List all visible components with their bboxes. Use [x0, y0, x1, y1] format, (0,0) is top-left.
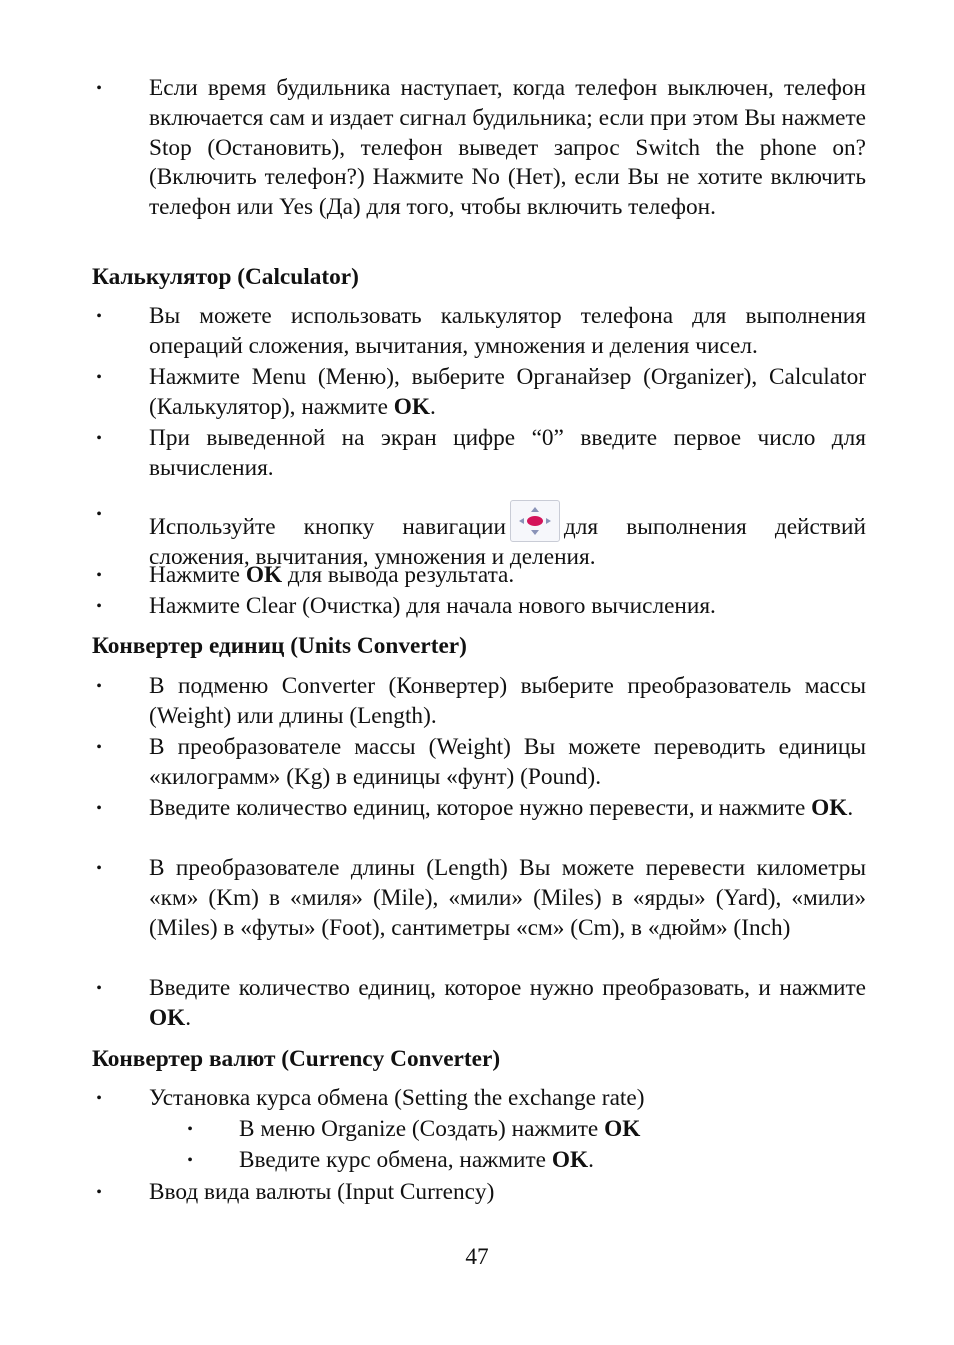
list-item-currency-2: [92, 1178, 866, 1208]
list-item-units-1: [92, 672, 866, 732]
text-segment: для вывода результата.: [282, 562, 515, 588]
list-item-units-5: [92, 974, 866, 1034]
list-item-text: [239, 1115, 866, 1145]
text-segment: для выполнения действий сложения, вычитания, умножения и деления.: [149, 514, 866, 570]
list-item-currency-1: [92, 1084, 866, 1114]
list-item-calculator-5: [92, 561, 866, 591]
bullet: •: [187, 1121, 193, 1138]
bullet: •: [96, 980, 102, 997]
list-item-calculator-2: [92, 363, 866, 423]
list-item-text: При выведенной на экран цифре “0” введите первое число для вычисления.: [149, 425, 866, 481]
bullet: •: [96, 598, 102, 615]
bullet: •: [96, 308, 102, 325]
list-item-text: [149, 794, 866, 824]
list-item-text: В преобразователе массы (Weight) Вы можете переводить единицы «килограмм» (Kg) в единицы «фунт) (Pound).: [149, 734, 866, 790]
text-segment: .: [430, 393, 436, 420]
list-item-units-3: [92, 794, 866, 824]
list-item-text: [149, 363, 866, 423]
bullet: •: [96, 800, 102, 817]
text-segment: Введите количество единиц, которое нужно преобразовать, и нажмите: [149, 975, 866, 1001]
ok-label: OK: [811, 795, 848, 821]
text-segment: .: [185, 1004, 192, 1031]
list-item-alarm: [92, 74, 866, 223]
list-item-text: Нажмите Clear (Очистка) для начала нового вычисления.: [149, 593, 716, 619]
text-segment: Введите количество единиц, которое нужно перевести, и нажмите: [149, 795, 812, 821]
bullet: •: [187, 1152, 193, 1169]
text-segment: Нажмите Menu (Меню), выберите Органайзер (Organizer), Calculator (Калькулятор), нажмите: [149, 364, 866, 420]
list-item-text: Ввод вида валюты (Input Currency): [149, 1179, 495, 1205]
ok-label: OK: [149, 1004, 186, 1031]
list-item-text: Если время будильника наступает, когда телефон выключен, телефон включается сам и издает сигнал будильника; если при этом Вы нажмете Stop (Остановить), телефон выведет запрос Switch the phone on? (Включить телефон?) Нажмите No (Нет), если Вы не хотите включить телефон или Yes (Да) для того, чтобы включить телефон.: [149, 75, 866, 221]
bullet: •: [96, 678, 102, 695]
bullet: •: [96, 567, 102, 584]
list-item-text: [149, 561, 866, 591]
bullet: •: [96, 739, 102, 756]
text-segment: Введите курс обмена, нажмите: [239, 1147, 552, 1173]
text-segment: В меню Organize (Создать) нажмите: [239, 1116, 605, 1142]
list-item-text: В преобразователе длины (Length) Вы можете перевести километры «км» (Km) в «миля» (Mile), «мили» (Miles) в «ярды» (Yard), «мили» (Miles) в «футы» (Foot), сантиметры «см» (Cm), в «дюйм» (Inch): [149, 855, 866, 941]
bullet: •: [96, 80, 102, 97]
section-heading-calculator: Калькулятор (Calculator): [92, 264, 359, 290]
ok-label: OK: [604, 1116, 641, 1142]
list-item-units-2: [92, 733, 866, 793]
bullet: •: [96, 430, 102, 447]
bullet: •: [96, 506, 102, 523]
section-heading-currency-converter: Конвертер валют (Currency Converter): [92, 1046, 501, 1072]
list-item-calculator-3: [92, 424, 866, 484]
sub-list-item-currency-1: [183, 1115, 866, 1145]
ok-label: OK: [245, 562, 283, 588]
text-segment: .: [588, 1147, 594, 1173]
page-number: 47: [465, 1244, 489, 1270]
text-segment: Нажмите: [149, 562, 246, 588]
bullet: •: [96, 860, 102, 877]
list-item-text: Установка курса обмена (Setting the exchange rate): [149, 1085, 645, 1111]
list-item-text: [239, 1146, 866, 1176]
ok-label: OK: [551, 1147, 589, 1173]
bullet: •: [96, 1184, 102, 1201]
list-item-units-4: [92, 854, 866, 943]
bullet: •: [96, 369, 102, 386]
list-item-calculator-6: [92, 592, 866, 622]
section-heading-units-converter: Конвертер единиц (Units Converter): [92, 633, 467, 659]
navigation-key-icon: [510, 500, 560, 542]
text-segment: Используйте кнопку навигации: [149, 514, 506, 540]
sub-list-item-currency-2: [183, 1146, 866, 1176]
list-item-calculator-1: [92, 302, 866, 362]
bullet: •: [96, 1090, 102, 1107]
list-item-text: Вы можете использовать калькулятор телефона для выполнения операций сложения, вычитания, умножения и деления чисел.: [149, 303, 866, 359]
list-item-text: [149, 974, 866, 1034]
list-item-text: В подменю Converter (Конвертер) выберите преобразователь массы (Weight) или длины (Length).: [149, 673, 866, 729]
ok-label: OK: [393, 393, 431, 420]
text-segment: .: [847, 795, 854, 821]
